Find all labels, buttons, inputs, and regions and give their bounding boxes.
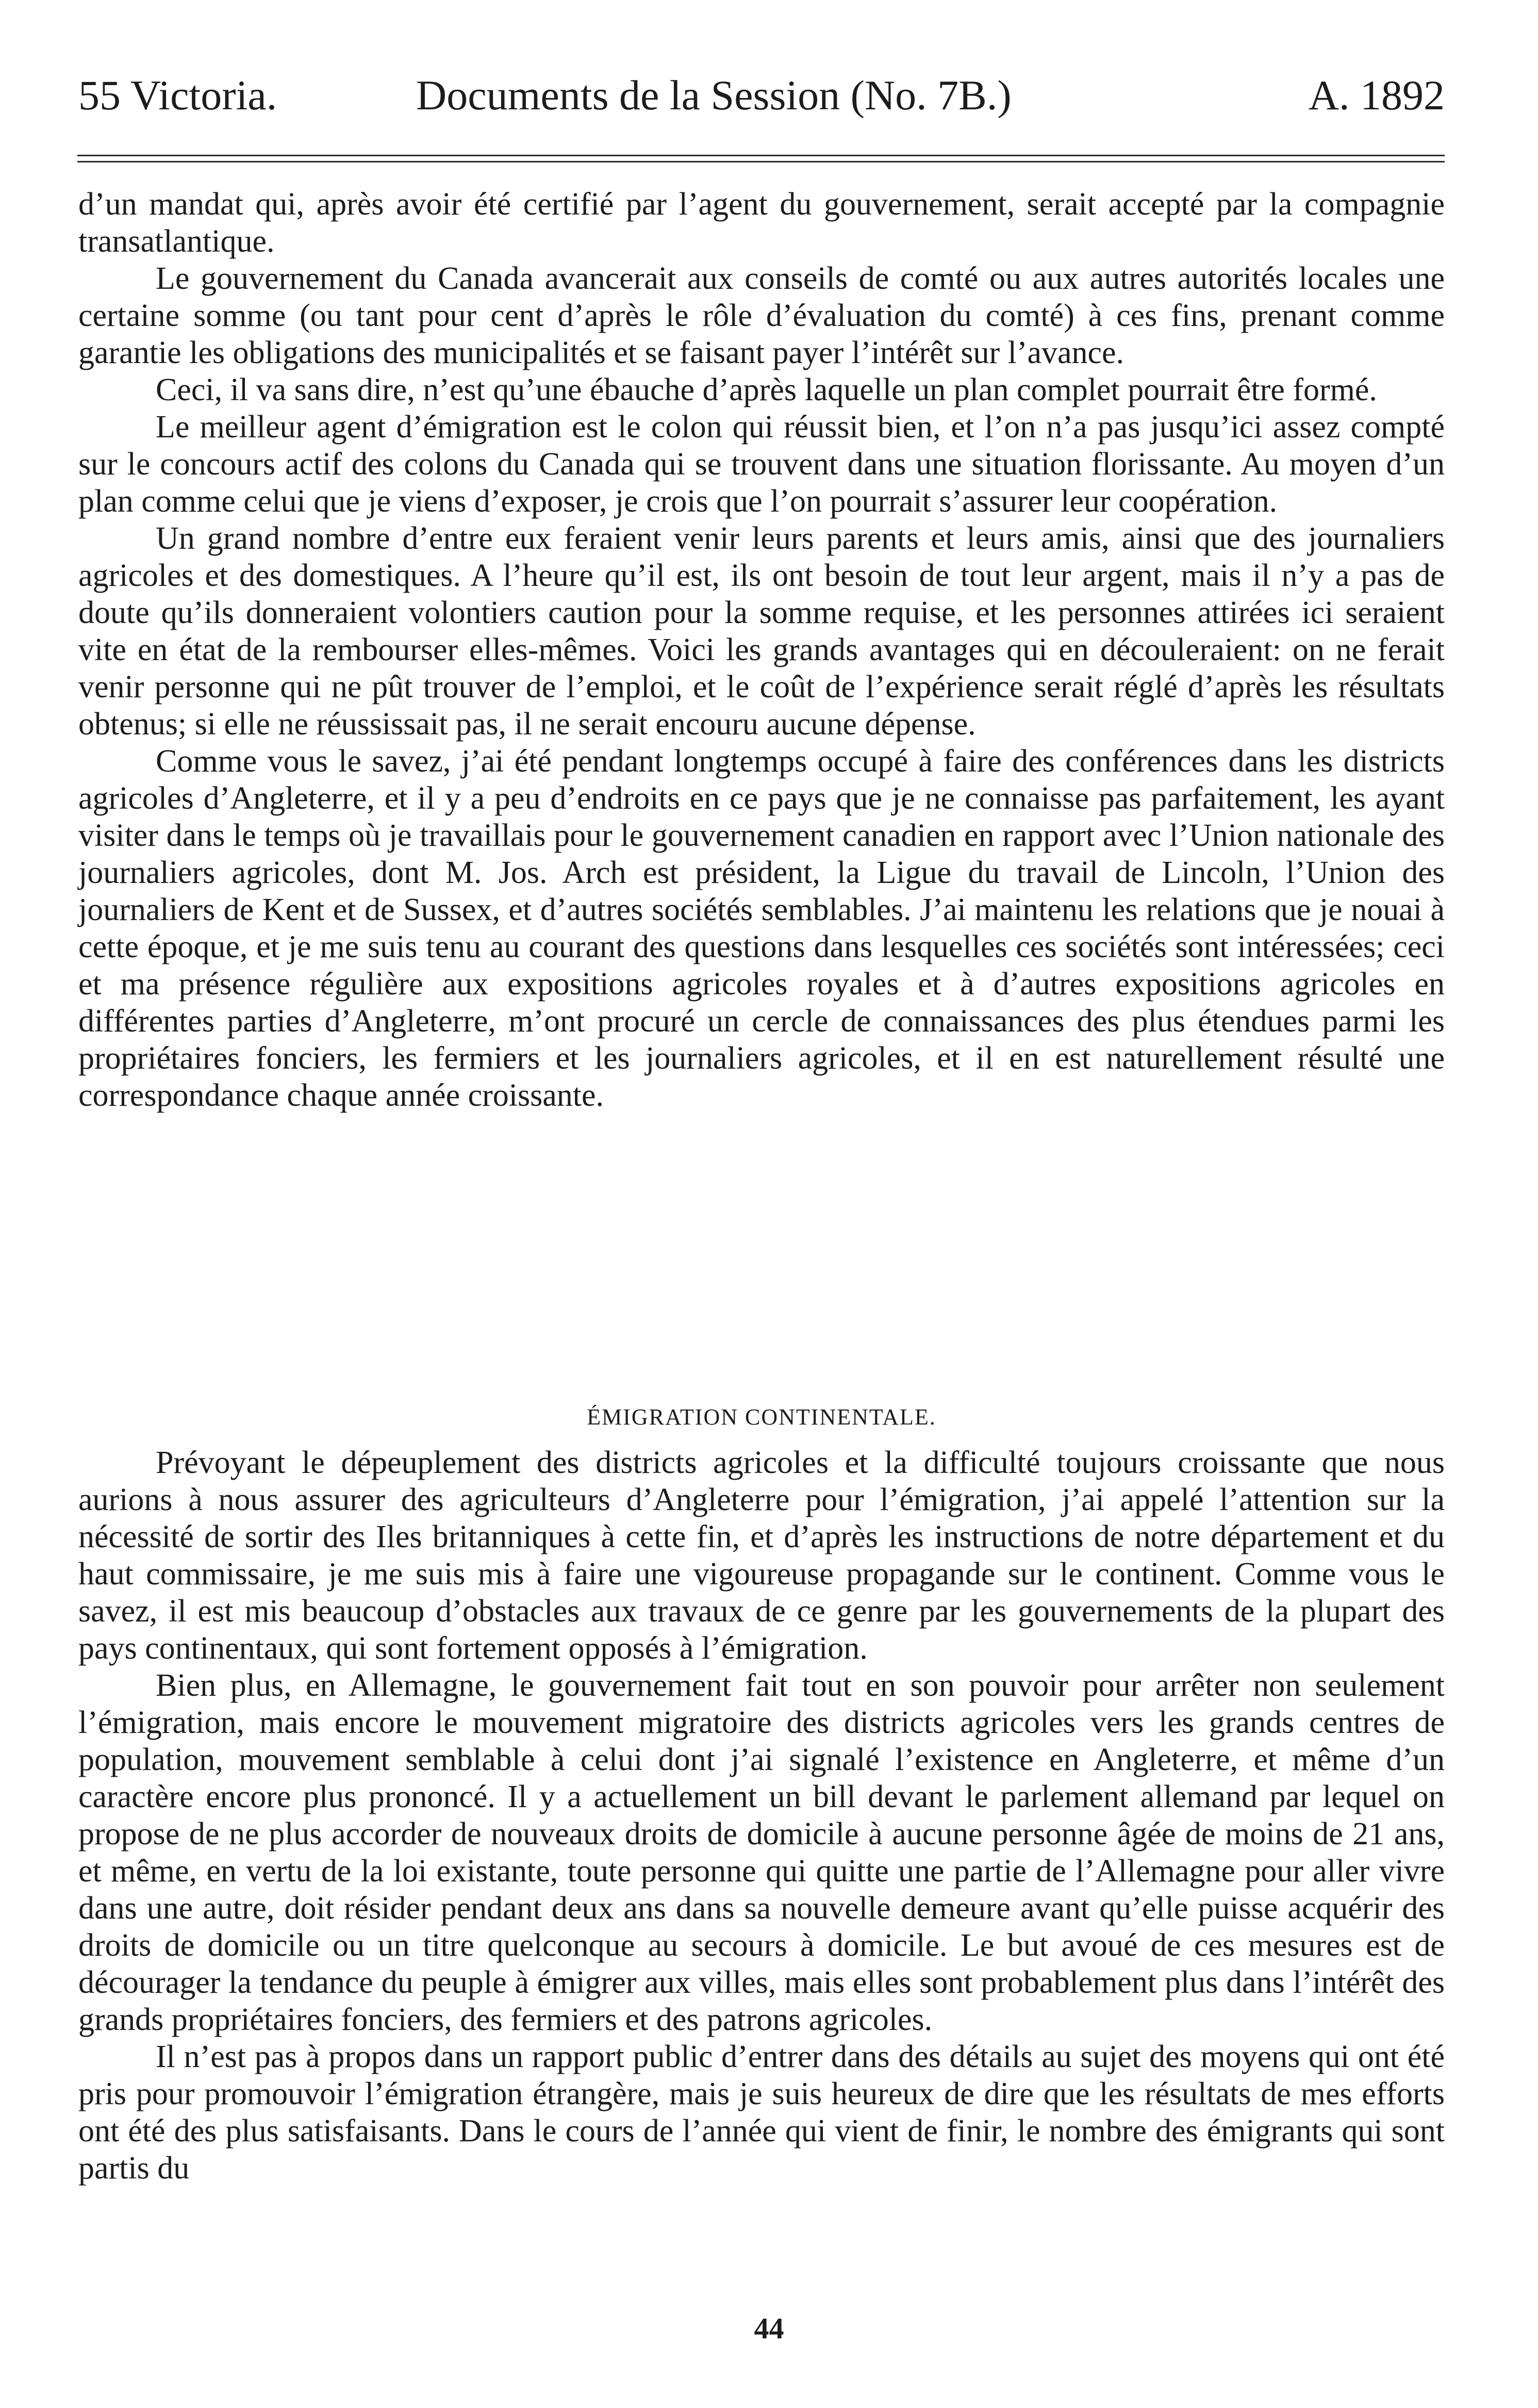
- body-text-block-2: [78, 1444, 1445, 2187]
- running-header: [78, 67, 1445, 124]
- page-number: 44: [754, 2312, 784, 2345]
- paragraph: Comme vous le savez, j’ai été pendant longtemps occupé à faire des conférences dans les districts agricoles d’Angleterre, et il y a peu d’endroits en ce pays que je ne connaisse pas parfaitement, les ayant visiter dans le temps où je travaillais pour le gouvernement canadien en rapport avec l’Union nationale des journaliers agricoles, dont M. Jos. Arch est président, la Ligue du travail de Lincoln, l’Union des journaliers de Kent et de Sussex, et d’autres sociétés semblables. J’ai maintenu les relations que je nouai à cette époque, et je me suis tenu au courant des questions dans lesquelles ces sociétés sont intéressées; ceci et ma présence régulière aux expositions agricoles royales et à d’autres expositions agricoles en différentes parties d’Angleterre, m’ont procuré un cercle de connaissances des plus étendues parmi les propriétaires fonciers, les fermiers et les journaliers agricoles, et il en est naturellement résulté une correspondance chaque année croissante.: [78, 744, 1445, 1113]
- paragraph: Le gouvernement du Canada avancerait aux conseils de comté ou aux autres autorités locales une certaine somme (ou tant pour cent d’après le rôle d’évaluation du comté) à ces fins, prenant comme garantie les obligations des municipalités et se faisant payer l’intérêt sur l’avance.: [78, 261, 1445, 370]
- header-regnal-year: 55 Victoria.: [78, 72, 277, 119]
- paragraph: Il n’est pas à propos dans un rapport public d’entrer dans des détails au sujet des moyens qui ont été pris pour promouvoir l’émigration étrangère, mais je suis heureux de dire que les résultats de mes efforts ont été des plus satisfaisants. Dans le cours de l’année qui vient de finir, le nombre des émigrants qui sont partis du: [78, 2039, 1445, 2186]
- header-year: A. 1892: [1308, 72, 1445, 119]
- paragraph: Le meilleur agent d’émigration est le colon qui réussit bien, et l’on n’a pas jusqu’ici assez compté sur le concours actif des colons du Canada qui se trouvent dans une situation florissante. Au moyen d’un plan comme celui que je viens d’exposer, je crois que l’on pourrait s’assurer leur coopération.: [78, 409, 1445, 519]
- header-rule-top: [77, 155, 1445, 156]
- paragraph: d’un mandat qui, après avoir été certifié par l’agent du gouvernement, serait accepté par la compagnie transatlantique.: [78, 187, 1445, 259]
- paragraph: Un grand nombre d’entre eux feraient venir leurs parents et leurs amis, ainsi que des journaliers agricoles et des domestiques. A l’heure qu’il est, ils ont besoin de tout leur argent, mais il n’y a pas de doute qu’ils donneraient volontiers caution pour la somme requise, et les personnes attirées ici seraient vite en état de la rembourser elles-mêmes. Voici les grands avantages qui en découleraient: on ne ferait venir personne qui ne pût trouver de l’emploi, et le coût de l’expérience serait réglé d’après les résultats obtenus; si elle ne réussissait pas, il ne serait encouru aucune dépense.: [78, 521, 1445, 742]
- header-rule-bottom: [77, 161, 1445, 162]
- body-text-block-1: [78, 186, 1445, 1114]
- paragraph: Prévoyant le dépeuplement des districts agricoles et la difficulté toujours croissante que nous aurions à nous assurer des agriculteurs d’Angleterre pour l’émigration, j’ai appelé l’attention sur la nécessité de sortir des Iles britanniques à cette fin, et d’après les instructions de notre département et du haut commissaire, je me suis mis à faire une vigoureuse propagande sur le continent. Comme vous le savez, il est mis beaucoup d’obstacles aux travaux de ce genre par les gouvernements de la plupart des pays continentaux, qui sont fortement opposés à l’émigration.: [78, 1445, 1445, 1666]
- paragraph: Bien plus, en Allemagne, le gouvernement fait tout en son pouvoir pour arrêter non seulement l’émigration, mais encore le mouvement migratoire des districts agricoles vers les grands centres de population, mouvement semblable à celui dont j’ai signalé l’existence en Angleterre, et même d’un caractère encore plus prononcé. Il y a actuellement un bill devant le parlement allemand par lequel on propose de ne plus accorder de nouveaux droits de domicile à aucune personne âgée de moins de 21 ans, et même, en vertu de la loi existante, toute personne qui quitte une partie de l’Allemagne pour aller vivre dans une autre, doit résider pendant deux ans dans sa nouvelle demeure avant qu’elle puisse acquérir des droits de domicile ou un titre quelconque au secours à domicile. Le but avoué de ces mesures est de décourager la tendance du peuple à émigrer aux villes, mais elles sont probablement plus dans l’intérêt des grands propriétaires fonciers, des fermiers et des patrons agricoles.: [78, 1668, 1445, 2037]
- header-document-title: Documents de la Session (No. 7B.): [416, 72, 1012, 119]
- section-heading: ÉMIGRATION CONTINENTALE.: [587, 1404, 936, 1430]
- paragraph: Ceci, il va sans dire, n’est qu’une ébauche d’après laquelle un plan complet pourrait être formé.: [156, 372, 1377, 407]
